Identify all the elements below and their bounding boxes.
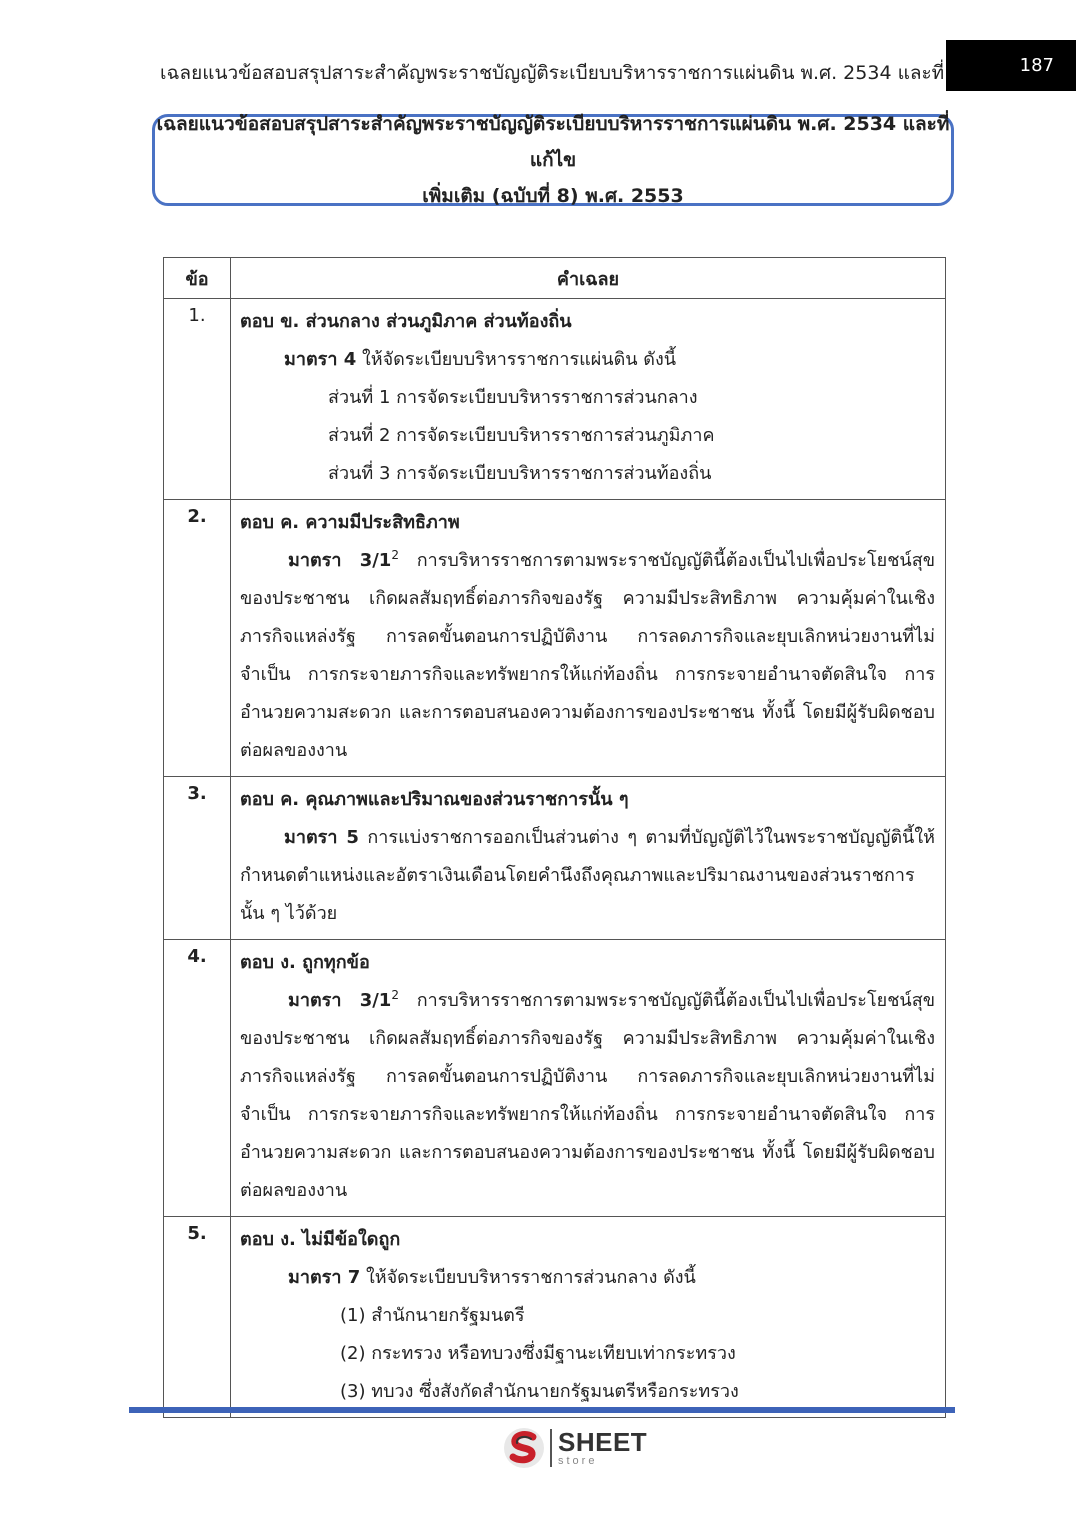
answer-line: ตอบ ง. ถูกทุกข้อ bbox=[240, 952, 370, 973]
title-line-2: เพิ่มเติม (ฉบับที่ 8) พ.ศ. 2553 bbox=[422, 185, 684, 207]
logo-sub: store bbox=[558, 1455, 598, 1467]
header-answer: คำเฉลย bbox=[231, 258, 946, 299]
section-paragraph bbox=[240, 982, 935, 1210]
footnote-ref: 2 bbox=[391, 548, 399, 562]
table-row bbox=[164, 940, 946, 1217]
list-item: ส่วนที่ 1 การจัดระเบียบบริหารราชการส่วนกลาง bbox=[328, 387, 698, 408]
row-content bbox=[231, 940, 946, 1217]
row-number: 3. bbox=[164, 777, 231, 940]
section-line bbox=[240, 1259, 935, 1297]
row-content bbox=[231, 500, 946, 777]
row-number: 5. bbox=[164, 1217, 231, 1418]
section-text: ให้จัดระเบียบบริหารราชการแผ่นดิน ดังนี้ bbox=[356, 349, 677, 370]
page-number: 187 bbox=[946, 40, 1076, 91]
section-text: ให้จัดระเบียบบริหารราชการส่วนกลาง ดังนี้ bbox=[360, 1267, 696, 1288]
section-paragraph bbox=[240, 819, 935, 933]
answer-line: ตอบ ข. ส่วนกลาง ส่วนภูมิภาค ส่วนท้องถิ่น bbox=[240, 311, 572, 332]
list-item: (1) สำนักนายกรัฐมนตรี bbox=[340, 1305, 525, 1326]
section-paragraph bbox=[240, 542, 935, 770]
table-header-row bbox=[164, 258, 946, 299]
table-row bbox=[164, 299, 946, 500]
running-header: เฉลยแนวข้อสอบสรุปสาระสำคัญพระราชบัญญัติระเบียบบริหารราชการแผ่นดิน พ.ศ. 2534 และที่ bbox=[160, 62, 945, 84]
header-number: ข้อ bbox=[164, 258, 231, 299]
list-item: ส่วนที่ 3 การจัดระเบียบบริหารราชการส่วนท้องถิ่น bbox=[328, 463, 712, 484]
row-number: 2. bbox=[164, 500, 231, 777]
section-line bbox=[240, 341, 935, 379]
list-item: (3) ทบวง ซึ่งสังกัดสำนักนายกรัฐมนตรีหรือกระทรวง bbox=[340, 1381, 739, 1402]
table-row bbox=[164, 777, 946, 940]
logo-text bbox=[558, 1429, 647, 1467]
section-label: มาตรา 3/1 bbox=[288, 990, 392, 1011]
row-content bbox=[231, 1217, 946, 1418]
footer-rule bbox=[129, 1407, 955, 1413]
section-text: การบริหารราชการตามพระราชบัญญัตินี้ต้องเป็นไปเพื่อประโยชน์สุขของประชาชน เกิดผลสัมฤทธิ์ต่อภารกิจของรัฐ ความมีประสิทธิภาพ ความคุ้มค่าในเชิงภารกิจแหล่งรัฐ การลดขั้นตอนการปฏิบัติงาน การลดภารกิจและยุบเลิกหน่วยงานที่ไม่จำเป็น การกระจายภารกิจและทรัพยากรให้แก่ท้องถิ่น การกระจายอำนาจตัดสินใจ การอำนวยความสะดวก และการตอบสนองความต้องการของประชาชน ทั้งนี้ โดยมีผู้รับผิดชอบต่อผลของงาน bbox=[240, 550, 936, 761]
table-row bbox=[164, 500, 946, 777]
answer-table bbox=[163, 257, 946, 1418]
footnote-ref: 2 bbox=[391, 988, 399, 1002]
table-row bbox=[164, 1217, 946, 1418]
section-text: การบริหารราชการตามพระราชบัญญัตินี้ต้องเป็นไปเพื่อประโยชน์สุขของประชาชน เกิดผลสัมฤทธิ์ต่อภารกิจของรัฐ ความมีประสิทธิภาพ ความคุ้มค่าในเชิงภารกิจแหล่งรัฐ การลดขั้นตอนการปฏิบัติงาน การลดภารกิจและยุบเลิกหน่วยงานที่ไม่จำเป็น การกระจายภารกิจและทรัพยากรให้แก่ท้องถิ่น การกระจายอำนาจตัดสินใจ การอำนวยความสะดวก และการตอบสนองความต้องการของประชาชน ทั้งนี้ โดยมีผู้รับผิดชอบต่อผลของงาน bbox=[240, 990, 936, 1201]
answer-line: ตอบ ค. ความมีประสิทธิภาพ bbox=[240, 512, 460, 533]
row-number: 4. bbox=[164, 940, 231, 1217]
row-content bbox=[231, 299, 946, 500]
answer-line: ตอบ ง. ไม่มีข้อใดถูก bbox=[240, 1229, 401, 1250]
sheet-store-logo bbox=[502, 1426, 647, 1470]
row-content bbox=[231, 777, 946, 940]
title-line-1: เฉลยแนวข้อสอบสรุปสาระสำคัญพระราชบัญญัติระเบียบบริหารราชการแผ่นดิน พ.ศ. 2534 และที่แก้ไข bbox=[156, 113, 950, 171]
sheet-s-logo-icon bbox=[502, 1426, 546, 1470]
section-text: การแบ่งราชการออกเป็นส่วนต่าง ๆ ตามที่บัญญัติไว้ในพระราชบัญญัตินี้ให้กำหนดตำแหน่งและอัตราเงินเดือนโดยคำนึงถึงคุณภาพและปริมาณงานของส่วนราชการนั้น ๆ ไว้ด้วย bbox=[240, 827, 935, 924]
logo-divider bbox=[550, 1429, 552, 1467]
list-item: ส่วนที่ 2 การจัดระเบียบบริหารราชการส่วนภูมิภาค bbox=[328, 425, 715, 446]
row-number: 1. bbox=[164, 299, 231, 500]
list-item: (2) กระทรวง หรือทบวงซึ่งมีฐานะเทียบเท่ากระทรวง bbox=[340, 1343, 736, 1364]
section-label: มาตรา 5 bbox=[284, 827, 359, 848]
section-label: มาตรา 4 bbox=[284, 349, 357, 370]
section-label: มาตรา 3/1 bbox=[288, 550, 392, 571]
answer-line: ตอบ ค. คุณภาพและปริมาณของส่วนราชการนั้น ๆ bbox=[240, 789, 629, 810]
logo-word: SHEET bbox=[558, 1427, 648, 1457]
section-label: มาตรา 7 bbox=[288, 1267, 361, 1288]
title-box bbox=[152, 114, 954, 206]
